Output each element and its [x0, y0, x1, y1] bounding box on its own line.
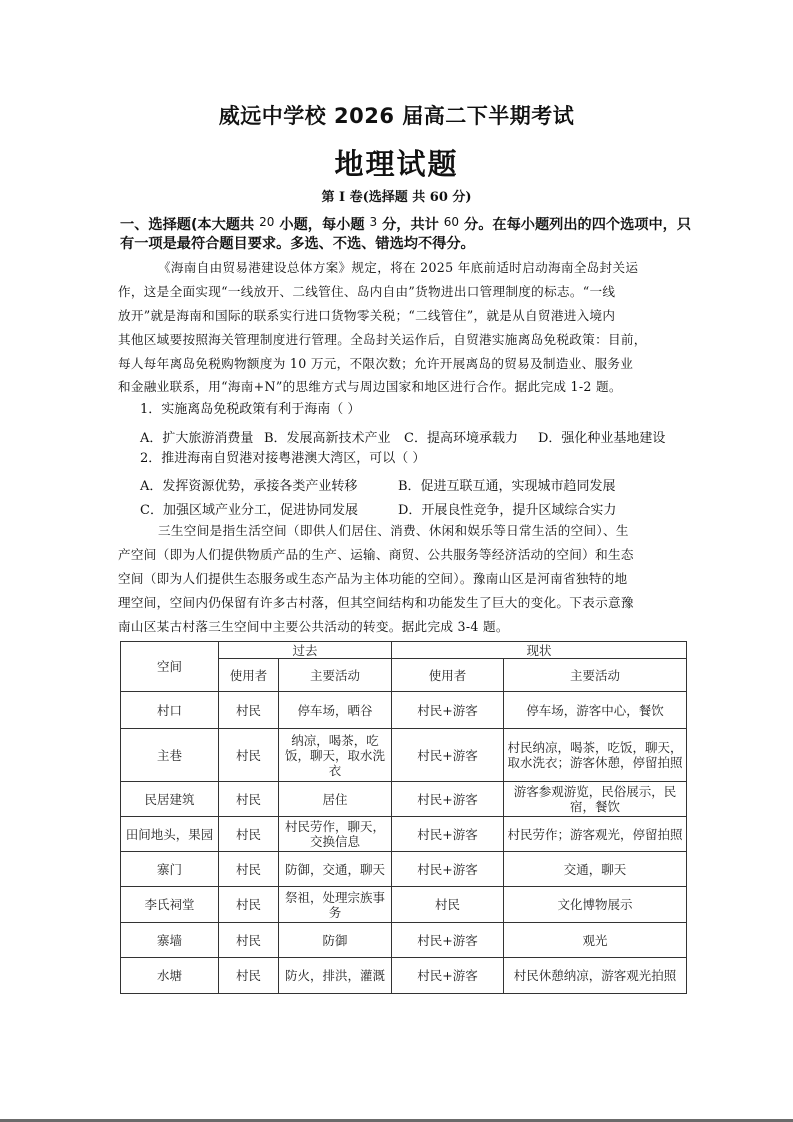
question-count: 20	[259, 215, 275, 229]
passage2-line: 三生空间是指生活空间（即供人们居住、消费、休闲和娱乐等日常生活的空间）、生	[158, 523, 629, 538]
table-header-row	[121, 642, 687, 659]
question-2-option-c[interactable]: C．加强区域产业分工，促进协同发展	[140, 503, 358, 518]
passage1-line: 其他区域要按照海关管理制度进行管理。全岛封关运作后，自贸港实施离岛免税政策：目前，	[118, 332, 647, 347]
points-each: 3	[369, 215, 378, 229]
table-row	[121, 852, 687, 887]
question-1-stem: 1．实施离岛免税政策有利于海南（ ）	[140, 402, 361, 417]
cell-past-activity: 村民劳作，聊天，交换信息	[279, 817, 392, 852]
header-past: 过去	[219, 642, 392, 659]
cell-past-user: 村民	[219, 958, 279, 994]
cell-space: 寨门	[121, 852, 219, 887]
header-present: 现状	[392, 642, 687, 659]
cell-past-activity: 纳凉，喝茶，吃饭，聊天，取水洗衣	[279, 729, 392, 782]
passage1-line: 和金融业联系，用“海南+N”的思维方式与周边国家和地区进行合作。据此完成 1-2 题。	[118, 379, 622, 394]
passage1-line: 作，这是全面实现“一线放开、二线管住、岛内自由”货物进出口管理制度的标志。“一线	[118, 284, 616, 299]
passage2-line: 理空间，空间内仍保留有许多古村落，但其空间结构和功能发生了巨大的变化。下表示意豫	[118, 595, 634, 610]
cell-past-user: 村民	[219, 692, 279, 729]
cell-space: 李氏祠堂	[121, 887, 219, 923]
subheader-now-user: 使用者	[392, 659, 504, 692]
passage2-line: 空间（即为人们提供生态服务或生态产品为主体功能的空间）。豫南山区是河南省独特的地	[118, 571, 628, 586]
cell-now-user: 村民+游客	[392, 817, 504, 852]
cell-now-user: 村民+游客	[392, 923, 504, 958]
cell-now-user: 村民+游客	[392, 782, 504, 817]
cell-space: 村口	[121, 692, 219, 729]
volume-title: 第 I 卷(选择题 共 60 分)	[321, 190, 472, 205]
question-1-option-b[interactable]: B．发展高新技术产业	[264, 431, 391, 446]
subheader-now-activity: 主要活动	[504, 659, 687, 692]
table-row	[121, 692, 687, 729]
cell-now-activity: 村民劳作；游客观光，停留拍照	[504, 817, 687, 852]
cell-now-activity: 停车场，游客中心，餐饮	[504, 692, 687, 729]
cell-now-user: 村民	[392, 887, 504, 923]
question-1-option-c[interactable]: C．提高环境承载力	[404, 431, 518, 446]
passage1-line: 每人每年离岛免税购物额度为 10 万元，不限次数；允许开展离岛的贸易及制造业、服务业	[118, 356, 634, 371]
cell-past-user: 村民	[219, 782, 279, 817]
cell-now-user: 村民+游客	[392, 852, 504, 887]
passage1-line: 放开”就是海南和国际的联系实行进口货物零关税；“二线管住”，就是从自贸港进入境内	[118, 308, 616, 323]
cell-past-activity: 防御	[279, 923, 392, 958]
passage1-line: 《海南自由贸易港建设总体方案》规定，将在 2025 年底前适时启动海南全岛封关运	[158, 260, 639, 275]
cell-now-activity: 交通，聊天	[504, 852, 687, 887]
cell-now-user: 村民+游客	[392, 958, 504, 994]
instructions-mid2: 分，共计	[382, 217, 439, 233]
cell-now-activity: 村民休憩纳凉，游客观光拍照	[504, 958, 687, 994]
instructions-line-2: 有一项是最符合题目要求。多选、不选、错选均不得分。	[120, 236, 475, 252]
instructions-mid1: 小题，每小题	[279, 217, 365, 233]
table-row	[121, 923, 687, 958]
question-2-option-a[interactable]: A．发挥资源优势，承接各类产业转移	[140, 479, 358, 494]
cell-now-activity: 游客参观游览，民俗展示，民宿，餐饮	[504, 782, 687, 817]
table-row	[121, 817, 687, 852]
cell-past-activity: 防御，交通，聊天	[279, 852, 392, 887]
cell-now-activity: 观光	[504, 923, 687, 958]
total-points: 60	[443, 215, 460, 229]
instructions-line-1	[120, 214, 692, 233]
question-2-option-d[interactable]: D．开展良性竞争，提升区域综合实力	[398, 503, 617, 518]
cell-now-user: 村民+游客	[392, 729, 504, 782]
table-row	[121, 782, 687, 817]
table-row	[121, 729, 687, 782]
cell-past-user: 村民	[219, 923, 279, 958]
school-exam-title: 威远中学校 2026 届高二下半期考试	[218, 104, 575, 128]
subject-title: 地理试题	[334, 147, 459, 181]
table-row	[121, 958, 687, 994]
cell-space: 民居建筑	[121, 782, 219, 817]
question-1-option-d[interactable]: D．强化种业基地建设	[538, 431, 666, 446]
cell-past-activity: 防火，排洪，灌溉	[279, 958, 392, 994]
cell-now-activity: 村民纳凉，喝茶，吃饭，聊天，取水洗衣；游客休憩，停留拍照	[504, 729, 687, 782]
cell-past-activity: 居住	[279, 782, 392, 817]
question-2-option-b[interactable]: B．促进互联互通，实现城市趋同发展	[398, 479, 616, 494]
passage2-line: 产空间（即为人们提供物质产品的生产、运输、商贸、公共服务等经济活动的空间）和生态	[118, 547, 634, 562]
cell-past-user: 村民	[219, 852, 279, 887]
instructions-suffix: 分。在每小题列出的四个选项中，只	[464, 217, 692, 233]
cell-past-user: 村民	[219, 887, 279, 923]
instructions-prefix: 一、选择题(本大题共	[120, 217, 255, 233]
cell-past-user: 村民	[219, 817, 279, 852]
subheader-past-activity: 主要活动	[279, 659, 392, 692]
subheader-past-user: 使用者	[219, 659, 279, 692]
village-space-table	[120, 641, 687, 994]
cell-past-activity: 停车场，晒谷	[279, 692, 392, 729]
cell-now-activity: 文化博物展示	[504, 887, 687, 923]
passage2-line: 南山区某古村落三生空间中主要公共活动的转变。据此完成 3-4 题。	[118, 619, 509, 634]
cell-now-user: 村民+游客	[392, 692, 504, 729]
cell-space: 主巷	[121, 729, 219, 782]
question-1-option-a[interactable]: A．扩大旅游消费量	[140, 431, 254, 446]
cell-space: 寨墙	[121, 923, 219, 958]
table-row	[121, 887, 687, 923]
question-2-stem: 2．推进海南自贸港对接粤港澳大湾区，可以（ ）	[140, 451, 426, 466]
cell-past-activity: 祭祖，处理宗族事务	[279, 887, 392, 923]
cell-space: 田间地头，果园	[121, 817, 219, 852]
header-space: 空间	[121, 642, 219, 692]
cell-past-user: 村民	[219, 729, 279, 782]
cell-space: 水塘	[121, 958, 219, 994]
